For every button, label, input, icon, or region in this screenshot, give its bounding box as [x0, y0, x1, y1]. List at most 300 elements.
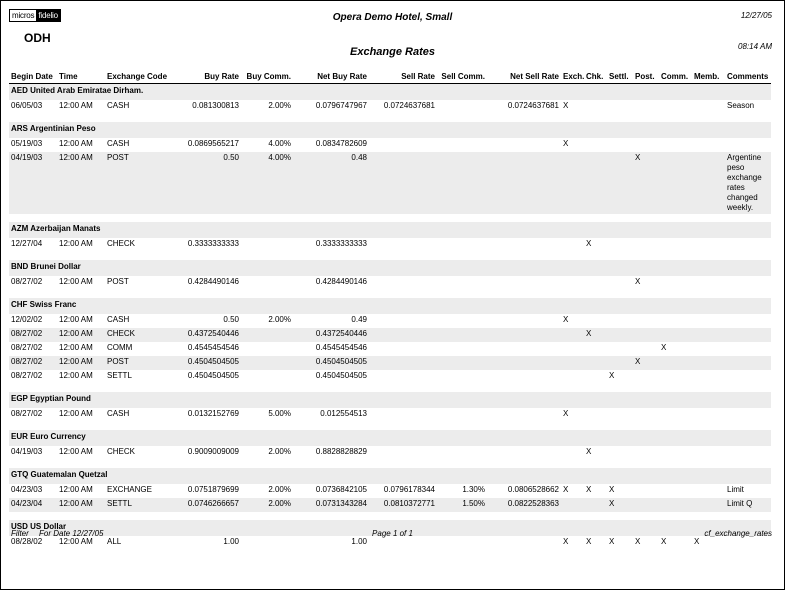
- cell-sell-comm: [437, 238, 487, 252]
- cell-net-buy-rate: 0.4284490146: [315, 277, 367, 286]
- footer-filter-value: For Date 12/27/05: [39, 529, 104, 538]
- currency-group-header: [9, 430, 771, 446]
- cell-net-sell-rate: [487, 152, 561, 214]
- cell-sell-comm: [437, 314, 487, 328]
- cell-begin-date: 05/19/03: [11, 139, 43, 148]
- cell-sell-comm: 1.30%: [462, 485, 485, 494]
- cell-net-sell-rate: [487, 342, 561, 356]
- cell-comm: [659, 328, 692, 342]
- table-row[interactable]: [9, 238, 771, 252]
- cell-exch: [561, 152, 584, 214]
- cell-comm: X: [661, 537, 667, 546]
- cell-time: 12:00 AM: [57, 328, 105, 342]
- footer-filter-label: Filter: [11, 529, 29, 538]
- cell-buy-comm: 2.00%: [241, 498, 293, 512]
- cell-exchange-code: EXCHANGE: [107, 485, 152, 494]
- cell-exch: [561, 328, 584, 342]
- cell-time: 12:00 AM: [59, 239, 93, 248]
- cell-settl: [607, 100, 633, 114]
- currency-group-title: CHF Swiss Franc: [9, 298, 771, 314]
- cell-buy-rate: 0.50: [223, 315, 239, 324]
- cell-exch: [561, 498, 584, 512]
- cell-sell-rate: [369, 328, 437, 342]
- cell-post: [633, 314, 659, 328]
- cell-chk: [584, 100, 607, 114]
- cell-sell-comm: [437, 370, 487, 384]
- col-chk: Chk.: [584, 71, 607, 84]
- cell-net-buy-rate: 0.0736842105: [315, 485, 367, 494]
- table-row[interactable]: [9, 370, 771, 384]
- col-post: Post.: [633, 71, 659, 84]
- cell-sell-rate: [369, 238, 437, 252]
- cell-settl: X: [607, 498, 633, 512]
- cell-chk: X: [586, 447, 592, 456]
- cell-begin-date: 08/27/02: [11, 277, 43, 286]
- cell-exchange-code: POST: [105, 356, 173, 370]
- cell-buy-comm: 5.00%: [268, 409, 291, 418]
- cell-net-buy-rate: 0.3333333333: [315, 239, 367, 248]
- cell-sell-comm: [437, 276, 487, 290]
- cell-sell-rate: [369, 370, 437, 384]
- cell-time: 12:00 AM: [59, 371, 93, 380]
- cell-exchange-code: SETTL: [107, 371, 132, 380]
- cell-net-sell-rate: [487, 138, 561, 152]
- cell-net-buy-rate: 0.8828828829: [315, 447, 367, 456]
- table-row[interactable]: [9, 342, 771, 356]
- cell-begin-date: 06/05/03: [11, 101, 43, 110]
- cell-chk: [584, 152, 607, 214]
- cell-exchange-code: POST: [107, 277, 129, 286]
- group-spacer: [9, 252, 771, 260]
- table-row[interactable]: [9, 408, 771, 422]
- cell-net-sell-rate: 0.0806528662: [507, 485, 559, 494]
- cell-comments: [725, 446, 771, 460]
- cell-sell-rate: [369, 342, 437, 356]
- cell-post: [633, 328, 659, 342]
- cell-comm: X: [661, 343, 667, 352]
- cell-exch: X: [563, 101, 569, 110]
- currency-group-header: [9, 392, 771, 408]
- cell-chk: [584, 138, 607, 152]
- cell-buy-comm: 2.00%: [268, 101, 291, 110]
- cell-chk: X: [586, 239, 592, 248]
- cell-settl: [607, 342, 633, 356]
- cell-exchange-code: CHECK: [107, 447, 136, 456]
- cell-comm: [659, 238, 692, 252]
- cell-buy-comm: 4.00%: [268, 139, 291, 148]
- cell-buy-comm: [241, 328, 293, 342]
- cell-chk: X: [584, 328, 607, 342]
- cell-comments: [725, 314, 771, 328]
- property-code: ODH: [24, 31, 51, 45]
- cell-memb: [692, 100, 725, 114]
- cell-chk: X: [586, 537, 592, 546]
- cell-exch: X: [563, 485, 569, 494]
- cell-post: X: [633, 356, 659, 370]
- currency-group-header: [9, 222, 771, 238]
- cell-comm: [659, 498, 692, 512]
- table-row[interactable]: [9, 484, 771, 498]
- cell-post: [633, 370, 659, 384]
- cell-memb: X: [694, 537, 700, 546]
- cell-sell-comm: [437, 408, 487, 422]
- cell-comm: [659, 276, 692, 290]
- cell-exch: [561, 446, 584, 460]
- cell-begin-date: 08/27/02: [11, 409, 43, 418]
- cell-net-sell-rate: 0.0724637681: [507, 101, 559, 110]
- cell-comm: [659, 408, 692, 422]
- cell-settl: X: [609, 485, 615, 494]
- cell-settl: [607, 152, 633, 214]
- cell-comm: [659, 356, 692, 370]
- cell-exchange-code: POST: [105, 152, 173, 214]
- cell-buy-rate: 0.0751879699: [187, 485, 239, 494]
- cell-comments: [725, 356, 771, 370]
- cell-net-buy-rate: 0.0731343284: [293, 498, 369, 512]
- cell-exchange-code: CASH: [107, 101, 130, 110]
- cell-post: [633, 408, 659, 422]
- exchange-rates-table: [9, 71, 771, 550]
- cell-begin-date: 08/27/02: [11, 343, 43, 352]
- cell-memb: [692, 328, 725, 342]
- cell-memb: [692, 276, 725, 290]
- cell-exch: [561, 238, 584, 252]
- cell-begin-date: 04/23/03: [11, 485, 43, 494]
- group-spacer: [9, 422, 771, 430]
- cell-chk: X: [586, 485, 592, 494]
- cell-chk: [584, 370, 607, 384]
- cell-comments: [725, 328, 771, 342]
- cell-memb: [692, 484, 725, 498]
- cell-post: [633, 238, 659, 252]
- cell-exchange-code: CASH: [107, 139, 130, 148]
- cell-exchange-code: CASH: [107, 315, 130, 324]
- cell-exch: X: [563, 315, 569, 324]
- cell-net-sell-rate: [487, 408, 561, 422]
- currency-group-header: [9, 84, 771, 101]
- col-comm: Comm.: [659, 71, 692, 84]
- report-date: 12/27/05: [740, 11, 772, 20]
- cell-comm: [659, 100, 692, 114]
- col-settl: Settl.: [607, 71, 633, 84]
- cell-net-buy-rate: 0.0834782609: [315, 139, 367, 148]
- group-spacer: [9, 290, 771, 298]
- cell-comments: [725, 276, 771, 290]
- cell-comments: [725, 370, 771, 384]
- table-row[interactable]: [9, 276, 771, 290]
- currency-group-title: AZM Azerbaijan Manats: [9, 222, 771, 238]
- cell-settl: [607, 238, 633, 252]
- cell-sell-comm: [437, 342, 487, 356]
- cell-begin-date: 08/28/02: [11, 537, 43, 546]
- currency-group-header: [9, 260, 771, 276]
- cell-time: 12:00 AM: [57, 356, 105, 370]
- cell-comments: [725, 408, 771, 422]
- cell-net-buy-rate: 0.0796747967: [315, 101, 367, 110]
- cell-sell-rate: 0.0796178344: [383, 485, 435, 494]
- cell-chk: [584, 276, 607, 290]
- cell-memb: [692, 152, 725, 214]
- cell-post: X: [635, 537, 641, 546]
- footer-page-number: Page 1 of 1: [372, 529, 413, 538]
- cell-buy-rate: 0.0869565217: [187, 139, 239, 148]
- cell-time: 12:00 AM: [59, 485, 93, 494]
- cell-exch: X: [563, 139, 569, 148]
- cell-exch: [561, 276, 584, 290]
- currency-group-header: [9, 468, 771, 484]
- cell-memb: [692, 356, 725, 370]
- cell-net-buy-rate: 0.4545454546: [315, 343, 367, 352]
- cell-sell-rate: [369, 276, 437, 290]
- cell-net-sell-rate: [487, 238, 561, 252]
- cell-exch: [561, 370, 584, 384]
- cell-time: 12:00 AM: [59, 343, 93, 352]
- cell-comments: Limit: [727, 485, 744, 494]
- report-time: 08:14 AM: [738, 42, 772, 51]
- cell-time: 12:00 AM: [57, 152, 105, 214]
- col-exchange-code: Exchange Code: [105, 71, 173, 84]
- cell-chk: [584, 498, 607, 512]
- col-exch: Exch.: [561, 71, 584, 84]
- page-title: Exchange Rates: [350, 46, 435, 58]
- cell-time: 12:00 AM: [59, 409, 93, 418]
- table-row[interactable]: [9, 328, 771, 342]
- cell-net-buy-rate: 1.00: [351, 537, 367, 546]
- cell-time: 12:00 AM: [57, 498, 105, 512]
- col-sell-comm: Sell Comm.: [437, 71, 487, 84]
- cell-net-sell-rate: [487, 314, 561, 328]
- cell-net-buy-rate: 0.48: [293, 152, 369, 214]
- cell-post: [633, 138, 659, 152]
- cell-sell-rate: 0.0724637681: [383, 101, 435, 110]
- cell-sell-rate: [369, 314, 437, 328]
- cell-chk: [584, 356, 607, 370]
- cell-net-sell-rate: [487, 276, 561, 290]
- cell-buy-comm: [241, 370, 293, 384]
- cell-chk: [584, 342, 607, 356]
- cell-sell-rate: 0.0810372771: [369, 498, 437, 512]
- hotel-name: Opera Demo Hotel, Small: [332, 12, 453, 23]
- cell-settl: X: [609, 371, 615, 380]
- logo-text-fidelio: fidelio: [38, 11, 58, 20]
- logo-text-micros: micros: [12, 11, 35, 20]
- currency-group-title: BND Brunei Dollar: [9, 260, 771, 276]
- cell-time: 12:00 AM: [59, 139, 93, 148]
- cell-buy-comm: 2.00%: [268, 485, 291, 494]
- currency-group-title: EGP Egyptian Pound: [9, 392, 771, 408]
- cell-sell-comm: [437, 152, 487, 214]
- cell-settl: [607, 314, 633, 328]
- cell-sell-comm: [437, 328, 487, 342]
- cell-buy-rate: 0.9009009009: [187, 447, 239, 456]
- group-spacer: [9, 512, 771, 520]
- currency-group-header: [9, 298, 771, 314]
- cell-settl: [607, 276, 633, 290]
- group-spacer: [9, 114, 771, 122]
- cell-exchange-code: CHECK: [105, 328, 173, 342]
- cell-time: 12:00 AM: [59, 447, 93, 456]
- cell-begin-date: 04/19/03: [9, 152, 57, 214]
- cell-settl: [607, 446, 633, 460]
- cell-buy-rate: 0.081300813: [192, 101, 239, 110]
- cell-net-buy-rate: 0.4504504505: [293, 356, 369, 370]
- cell-exchange-code: SETTL: [105, 498, 173, 512]
- table-header-row: [9, 71, 771, 84]
- cell-sell-rate: [369, 446, 437, 460]
- cell-exchange-code: CHECK: [107, 239, 136, 248]
- footer-report-id: cf_exchange_rates: [704, 529, 772, 538]
- cell-buy-rate: 0.4504504505: [173, 356, 241, 370]
- col-time: Time: [57, 71, 105, 84]
- cell-begin-date: 12/02/02: [11, 315, 43, 324]
- cell-time: 12:00 AM: [59, 277, 93, 286]
- cell-sell-comm: [437, 100, 487, 114]
- cell-buy-comm: [241, 342, 293, 356]
- group-spacer: [9, 384, 771, 392]
- currency-group-title: AED United Arab Emiratae Dirham.: [9, 84, 771, 101]
- col-sell-rate: Sell Rate: [369, 71, 437, 84]
- cell-net-sell-rate: [487, 328, 561, 342]
- table-row[interactable]: [9, 356, 771, 370]
- cell-begin-date: 04/23/04: [9, 498, 57, 512]
- cell-sell-rate: [369, 152, 437, 214]
- cell-exch: X: [563, 537, 569, 546]
- currency-group-title: GTQ Guatemalan Quetzal: [9, 468, 771, 484]
- cell-buy-rate: 0.50: [173, 152, 241, 214]
- cell-settl: [607, 408, 633, 422]
- table-body: [9, 84, 771, 551]
- cell-settl: [607, 328, 633, 342]
- table-row[interactable]: [9, 314, 771, 328]
- cell-comments: [725, 238, 771, 252]
- col-buy-comm: Buy Comm.: [241, 71, 293, 84]
- cell-post: [633, 342, 659, 356]
- cell-begin-date: 08/27/02: [9, 356, 57, 370]
- cell-buy-comm: 4.00%: [241, 152, 293, 214]
- cell-exchange-code: ALL: [107, 537, 122, 546]
- cell-comm: [659, 370, 692, 384]
- cell-net-buy-rate: 0.4372540446: [293, 328, 369, 342]
- cell-memb: [692, 342, 725, 356]
- table-row[interactable]: [9, 138, 771, 152]
- col-buy-rate: Buy Rate: [173, 71, 241, 84]
- col-net-sell-rate: Net Sell Rate: [487, 71, 561, 84]
- cell-buy-comm: 2.00%: [268, 447, 291, 456]
- cell-buy-comm: [241, 276, 293, 290]
- currency-group-title: ARS Argentinian Peso: [9, 122, 771, 138]
- cell-buy-rate: 0.0132152769: [187, 409, 239, 418]
- cell-post: X: [635, 277, 641, 286]
- group-spacer: [9, 214, 771, 222]
- cell-post: X: [633, 152, 659, 214]
- cell-memb: [692, 238, 725, 252]
- cell-net-sell-rate: 0.0822528363: [487, 498, 561, 512]
- cell-net-sell-rate: [487, 446, 561, 460]
- cell-buy-rate: 0.4284490146: [187, 277, 239, 286]
- table-row[interactable]: [9, 100, 771, 114]
- col-memb: Memb.: [692, 71, 725, 84]
- table-row[interactable]: [9, 152, 771, 214]
- cell-net-sell-rate: [487, 356, 561, 370]
- cell-buy-comm: [241, 356, 293, 370]
- cell-comments: Season: [727, 101, 755, 110]
- cell-begin-date: 08/27/02: [9, 328, 57, 342]
- cell-begin-date: 12/27/04: [11, 239, 43, 248]
- cell-buy-rate: 0.4372540446: [173, 328, 241, 342]
- cell-comm: [659, 484, 692, 498]
- cell-exchange-code: COMM: [107, 343, 133, 352]
- cell-sell-rate: [369, 356, 437, 370]
- cell-sell-comm: 1.50%: [437, 498, 487, 512]
- cell-buy-comm: [241, 238, 293, 252]
- report-footer: [1, 529, 784, 541]
- cell-sell-comm: [437, 356, 487, 370]
- cell-sell-comm: [437, 138, 487, 152]
- cell-comm: [659, 152, 692, 214]
- cell-buy-rate: 0.4504504505: [187, 371, 239, 380]
- report-header: [1, 1, 784, 67]
- cell-sell-rate: [369, 408, 437, 422]
- cell-begin-date: 08/27/02: [11, 371, 43, 380]
- cell-comm: [659, 138, 692, 152]
- cell-memb: [692, 138, 725, 152]
- cell-exch: [561, 356, 584, 370]
- table-row[interactable]: [9, 498, 771, 512]
- cell-memb: [692, 314, 725, 328]
- cell-sell-comm: [437, 446, 487, 460]
- cell-buy-rate: 0.3333333333: [187, 239, 239, 248]
- cell-comm: [659, 446, 692, 460]
- cell-time: 12:00 AM: [59, 101, 93, 110]
- cell-comments: [725, 138, 771, 152]
- cell-net-buy-rate: 0.4504504505: [315, 371, 367, 380]
- cell-memb: [692, 408, 725, 422]
- cell-memb: [692, 446, 725, 460]
- currency-group-title: USD US Dollar: [9, 520, 771, 536]
- cell-time: 12:00 AM: [59, 315, 93, 324]
- col-comments: Comments: [725, 71, 771, 84]
- cell-post: [633, 484, 659, 498]
- cell-exch: X: [563, 409, 569, 418]
- table-row[interactable]: [9, 446, 771, 460]
- cell-chk: [584, 314, 607, 328]
- cell-post: [633, 100, 659, 114]
- cell-post: [633, 498, 659, 512]
- cell-comments: Argentine peso exchange rates changed weekly.: [725, 152, 771, 214]
- cell-comm: [659, 314, 692, 328]
- cell-buy-rate: 0.0746266657: [173, 498, 241, 512]
- cell-chk: [584, 408, 607, 422]
- cell-net-buy-rate: 0.012554513: [320, 409, 367, 418]
- cell-begin-date: 04/19/03: [11, 447, 43, 456]
- cell-post: [633, 446, 659, 460]
- cell-settl: [607, 138, 633, 152]
- cell-buy-rate: 0.4545454546: [187, 343, 239, 352]
- col-begin-date: Begin Date: [9, 71, 57, 84]
- cell-time: 12:00 AM: [59, 537, 93, 546]
- cell-net-buy-rate: 0.49: [351, 315, 367, 324]
- cell-buy-rate: 1.00: [223, 537, 239, 546]
- col-net-buy-rate: Net Buy Rate: [293, 71, 369, 84]
- cell-sell-rate: [369, 138, 437, 152]
- cell-buy-comm: 2.00%: [268, 315, 291, 324]
- cell-settl: X: [609, 537, 615, 546]
- cell-settl: [607, 356, 633, 370]
- cell-exch: [561, 342, 584, 356]
- cell-exchange-code: CASH: [107, 409, 130, 418]
- cell-comments: Limit Q: [725, 498, 771, 512]
- exchange-rates-table-wrap: [9, 71, 771, 550]
